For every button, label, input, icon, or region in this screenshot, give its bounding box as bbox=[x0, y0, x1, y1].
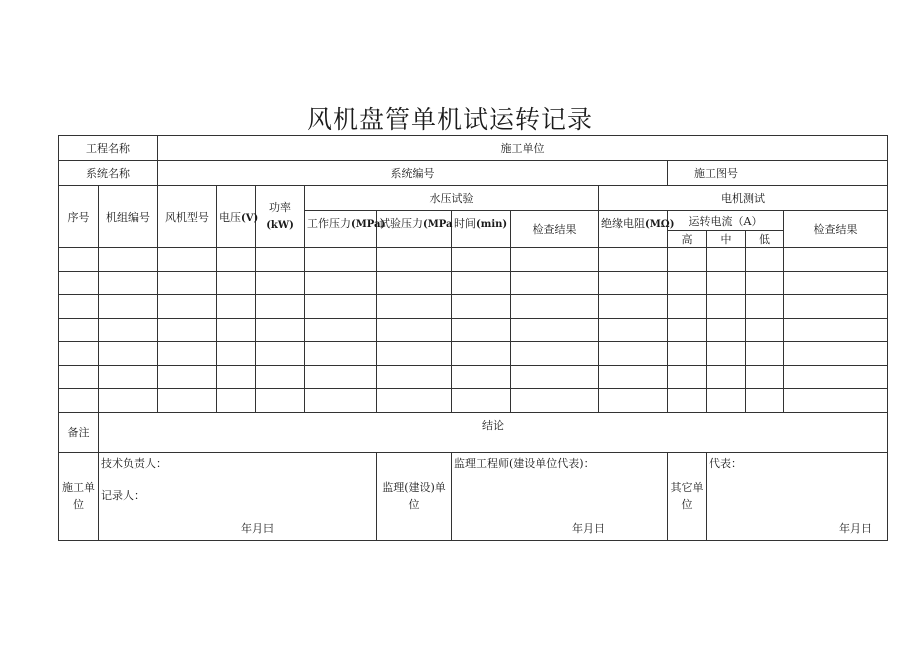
table-cell bbox=[158, 248, 217, 272]
supervision-sign-cell bbox=[452, 452, 668, 540]
table-cell bbox=[668, 295, 707, 319]
project-row bbox=[59, 136, 888, 161]
remarks-label: 备注 bbox=[59, 412, 99, 452]
table-cell bbox=[668, 271, 707, 295]
current-low-header: 低 bbox=[746, 231, 784, 248]
motor-test-header: 电机测试 bbox=[599, 186, 888, 211]
power-header: 功率 (kW) bbox=[256, 186, 305, 248]
table-cell bbox=[599, 248, 668, 272]
table-cell bbox=[746, 342, 784, 366]
table-cell bbox=[256, 271, 305, 295]
record-table bbox=[58, 135, 888, 541]
drawing-number-label: 施工图号 bbox=[668, 161, 888, 186]
table-cell bbox=[217, 295, 256, 319]
table-cell bbox=[784, 248, 888, 272]
table-cell bbox=[256, 342, 305, 366]
table-cell bbox=[59, 389, 99, 413]
table-cell bbox=[707, 389, 746, 413]
seq-header: 序号 bbox=[59, 186, 99, 248]
table-cell bbox=[256, 295, 305, 319]
project-name-label: 工程名称 bbox=[59, 136, 158, 161]
signature-row bbox=[59, 452, 888, 540]
table-cell bbox=[452, 365, 511, 389]
table-cell bbox=[377, 271, 452, 295]
table-cell bbox=[452, 295, 511, 319]
table-cell bbox=[305, 365, 377, 389]
table-cell bbox=[305, 342, 377, 366]
header-row-1 bbox=[59, 186, 888, 211]
table-cell bbox=[746, 389, 784, 413]
table-cell bbox=[99, 365, 158, 389]
table-cell bbox=[784, 271, 888, 295]
table-cell bbox=[668, 365, 707, 389]
table-cell bbox=[59, 365, 99, 389]
water-test-header: 水压试验 bbox=[305, 186, 599, 211]
table-cell bbox=[511, 248, 599, 272]
table-cell bbox=[784, 342, 888, 366]
table-cell bbox=[99, 342, 158, 366]
table-cell bbox=[377, 342, 452, 366]
construction-unit-sig-label: 施工单位 bbox=[59, 452, 99, 540]
table-cell bbox=[511, 342, 599, 366]
table-cell bbox=[746, 271, 784, 295]
table-cell bbox=[59, 271, 99, 295]
table-cell bbox=[511, 389, 599, 413]
table-cell bbox=[217, 389, 256, 413]
time-header: 时间(min) bbox=[452, 211, 511, 248]
recorder-label: 记录人： bbox=[101, 488, 145, 502]
table-cell bbox=[668, 342, 707, 366]
table-cell bbox=[158, 389, 217, 413]
fan-model-header: 风机型号 bbox=[158, 186, 217, 248]
table-cell bbox=[377, 318, 452, 342]
other-sign-cell bbox=[707, 452, 888, 540]
table-cell bbox=[99, 295, 158, 319]
table-cell bbox=[305, 318, 377, 342]
table-cell bbox=[599, 389, 668, 413]
table-cell bbox=[784, 295, 888, 319]
table-cell bbox=[599, 295, 668, 319]
table-cell bbox=[377, 295, 452, 319]
table-row bbox=[59, 365, 888, 389]
inspection-result-header-1: 检查结果 bbox=[511, 211, 599, 248]
construction-sign-cell bbox=[99, 452, 377, 540]
conclusion-label: 结论 bbox=[99, 412, 888, 452]
system-number-label: 系统编号 bbox=[158, 161, 668, 186]
table-cell bbox=[668, 318, 707, 342]
supervisor-label: 监理工程师(建设单位代表)： bbox=[454, 456, 595, 470]
system-name-label: 系统名称 bbox=[59, 161, 158, 186]
table-row bbox=[59, 318, 888, 342]
table-cell bbox=[746, 248, 784, 272]
table-row bbox=[59, 248, 888, 272]
table-cell bbox=[217, 318, 256, 342]
table-cell bbox=[452, 342, 511, 366]
table-cell bbox=[256, 318, 305, 342]
table-cell bbox=[305, 248, 377, 272]
table-cell bbox=[599, 365, 668, 389]
voltage-header: 电压(V) bbox=[217, 186, 256, 248]
table-cell bbox=[452, 271, 511, 295]
data-rows bbox=[59, 248, 888, 413]
table-cell bbox=[511, 365, 599, 389]
table-cell bbox=[511, 295, 599, 319]
table-cell bbox=[59, 342, 99, 366]
representative-label: 代表： bbox=[709, 456, 742, 470]
table-cell bbox=[707, 365, 746, 389]
table-cell bbox=[599, 318, 668, 342]
table-cell bbox=[217, 342, 256, 366]
tech-lead-label: 技术负责人： bbox=[101, 456, 167, 470]
working-pressure-header: 工作压力(MPa) bbox=[305, 211, 377, 248]
table-cell bbox=[599, 271, 668, 295]
table-cell bbox=[746, 295, 784, 319]
other-date: 年月日 bbox=[839, 521, 872, 535]
table-cell bbox=[452, 318, 511, 342]
table-cell bbox=[746, 318, 784, 342]
current-high-header: 高 bbox=[668, 231, 707, 248]
table-cell bbox=[59, 248, 99, 272]
table-cell bbox=[599, 342, 668, 366]
construction-unit-label: 施工单位 bbox=[158, 136, 888, 161]
table-cell bbox=[59, 318, 99, 342]
table-cell bbox=[99, 271, 158, 295]
supervision-date: 年月日 bbox=[572, 521, 605, 535]
table-row bbox=[59, 342, 888, 366]
table-cell bbox=[217, 365, 256, 389]
table-cell bbox=[217, 248, 256, 272]
table-cell bbox=[158, 295, 217, 319]
table-cell bbox=[99, 318, 158, 342]
table-cell bbox=[511, 271, 599, 295]
table-cell bbox=[256, 365, 305, 389]
table-cell bbox=[784, 318, 888, 342]
table-row bbox=[59, 389, 888, 413]
table-cell bbox=[99, 389, 158, 413]
table-cell bbox=[511, 318, 599, 342]
table-cell bbox=[784, 389, 888, 413]
table-cell bbox=[256, 248, 305, 272]
table-row bbox=[59, 271, 888, 295]
table-cell bbox=[377, 365, 452, 389]
table-cell bbox=[305, 271, 377, 295]
table-cell bbox=[707, 295, 746, 319]
table-cell bbox=[707, 271, 746, 295]
table-cell bbox=[707, 342, 746, 366]
table-cell bbox=[99, 248, 158, 272]
table-row bbox=[59, 295, 888, 319]
table-cell bbox=[377, 389, 452, 413]
table-cell bbox=[746, 365, 784, 389]
table-cell bbox=[217, 271, 256, 295]
insulation-header: 绝缘电阻(MΩ) bbox=[599, 211, 668, 248]
table-cell bbox=[452, 248, 511, 272]
table-cell bbox=[707, 318, 746, 342]
current-mid-header: 中 bbox=[707, 231, 746, 248]
table-cell bbox=[668, 248, 707, 272]
table-cell bbox=[59, 295, 99, 319]
test-pressure-header: 试验压力(MPa bbox=[377, 211, 452, 248]
unit-number-header: 机组编号 bbox=[99, 186, 158, 248]
table-cell bbox=[784, 365, 888, 389]
table-cell bbox=[256, 389, 305, 413]
remarks-row bbox=[59, 412, 888, 452]
table-cell bbox=[158, 342, 217, 366]
other-unit-label: 其它单位 bbox=[668, 452, 707, 540]
table-cell bbox=[158, 318, 217, 342]
construction-date: 年月曰 bbox=[241, 521, 274, 535]
page-title: 风机盘管单机试运转记录 bbox=[306, 105, 593, 134]
inspection-result-header-2: 检查结果 bbox=[784, 211, 888, 248]
table-cell bbox=[305, 295, 377, 319]
table-cell bbox=[377, 248, 452, 272]
table-cell bbox=[305, 389, 377, 413]
table-cell bbox=[452, 389, 511, 413]
running-current-header: 运转电流（A） bbox=[668, 211, 784, 231]
table-cell bbox=[158, 271, 217, 295]
table-cell bbox=[158, 365, 217, 389]
system-row bbox=[59, 161, 888, 186]
table-cell bbox=[707, 248, 746, 272]
supervision-unit-label: 监理(建设)单位 bbox=[377, 452, 452, 540]
table-cell bbox=[668, 389, 707, 413]
